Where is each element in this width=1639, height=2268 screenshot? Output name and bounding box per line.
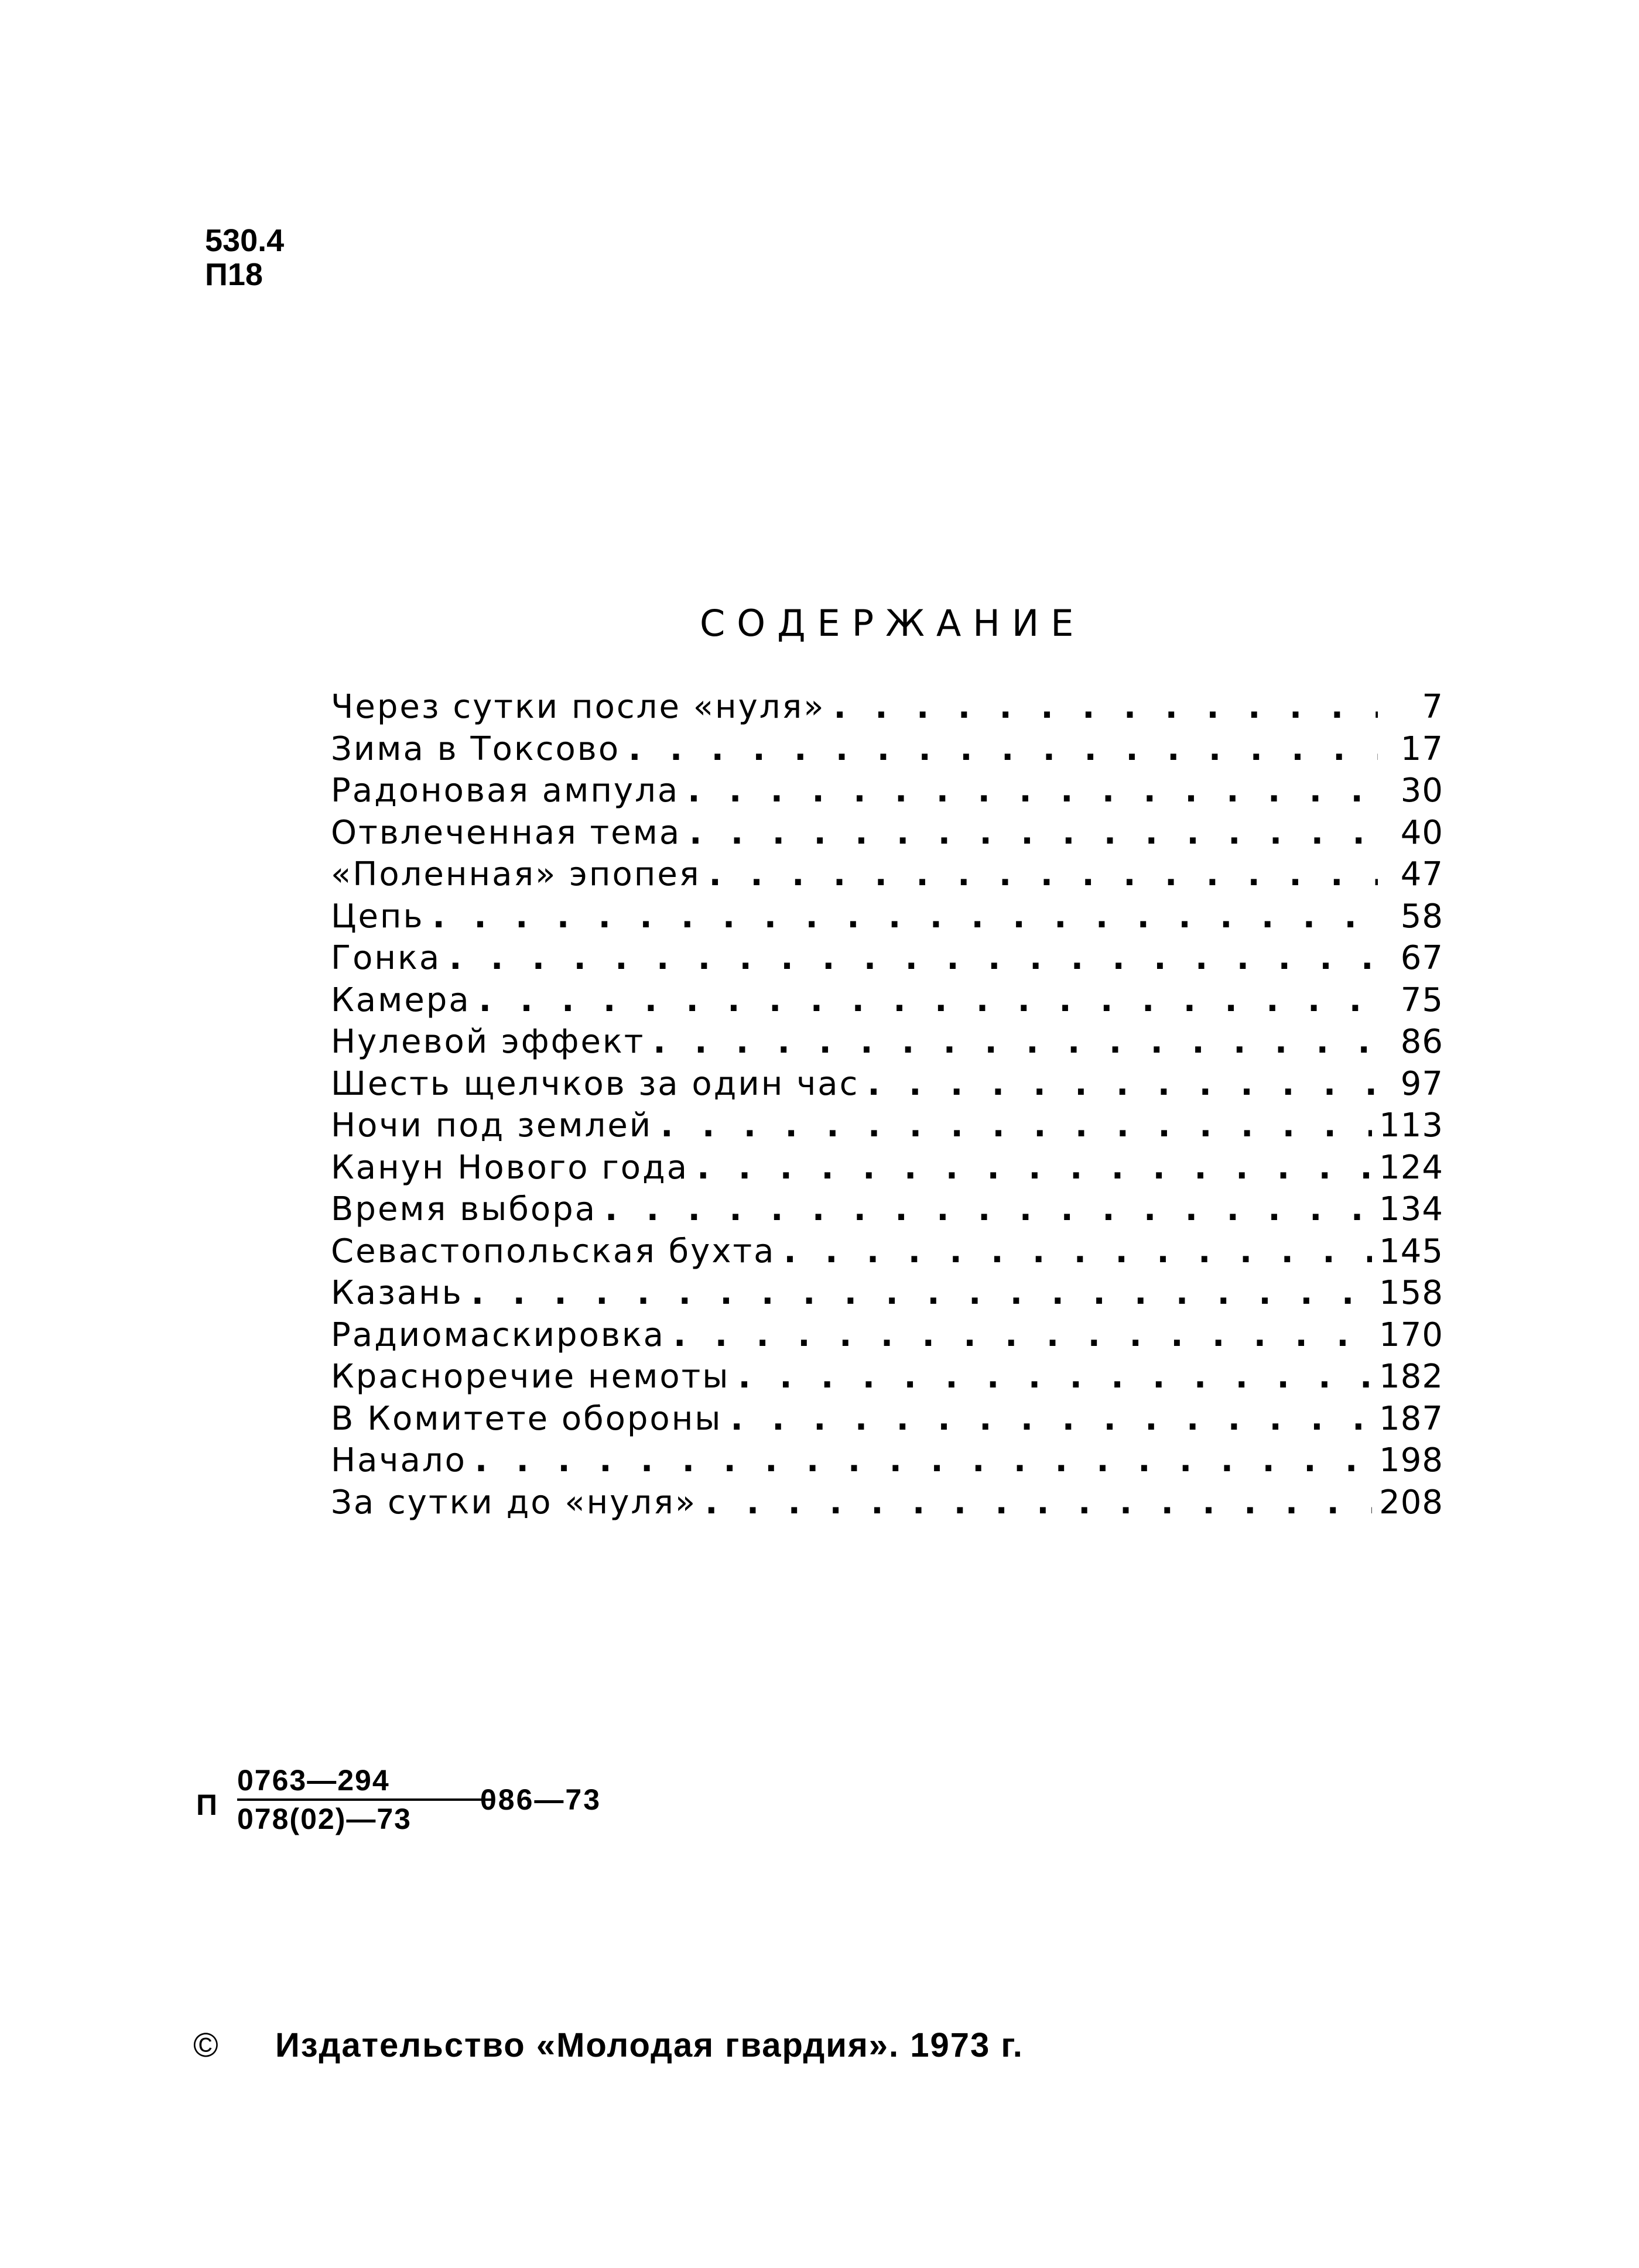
- toc-entry: [331, 937, 1443, 979]
- dot-leader: [673, 1314, 1372, 1356]
- toc-entry-page: 134: [1379, 1190, 1443, 1228]
- dot-leader: [833, 686, 1378, 728]
- toc-entry-page: 30: [1400, 772, 1443, 810]
- dot-leader: [738, 1356, 1372, 1398]
- toc-entry-title: Казань: [331, 1274, 463, 1312]
- publication-code-denominator: 078(02)—73: [237, 1803, 412, 1835]
- toc-entry-page: 58: [1400, 897, 1443, 936]
- toc-entry-title: Гонка: [331, 939, 442, 977]
- toc-entry-title: Камера: [331, 981, 471, 1019]
- toc-entry-page: 97: [1400, 1064, 1443, 1103]
- toc-entry-page: 7: [1422, 688, 1443, 726]
- toc-entry: [331, 896, 1443, 938]
- toc-entry-title: Начало: [331, 1441, 467, 1479]
- author-mark: П18: [205, 257, 263, 292]
- toc-entry: [331, 979, 1443, 1022]
- toc-entry-title: Отвлеченная тема: [331, 813, 682, 852]
- toc-entry: [331, 1063, 1443, 1105]
- toc-entry-page: 187: [1379, 1399, 1443, 1438]
- copyright-symbol: ©: [193, 2026, 218, 2064]
- toc-entry-page: 198: [1379, 1441, 1443, 1479]
- toc-entry-page: 86: [1400, 1023, 1443, 1061]
- toc-entry-page: 124: [1379, 1148, 1443, 1187]
- dot-leader: [653, 1021, 1378, 1063]
- dot-leader: [731, 1398, 1373, 1440]
- publication-code-suffix: 086—73: [480, 1783, 602, 1816]
- dot-leader: [605, 1188, 1372, 1231]
- dot-leader: [449, 937, 1378, 979]
- toc-entry: [331, 1482, 1443, 1524]
- toc-entry-title: Через сутки после «нуля»: [331, 688, 826, 726]
- toc-entry-title: Радиомаскировка: [331, 1315, 665, 1354]
- dot-leader: [475, 1440, 1372, 1482]
- toc-entry-page: 208: [1379, 1483, 1443, 1522]
- dot-leader: [661, 1105, 1372, 1147]
- dot-leader: [709, 854, 1378, 896]
- toc-entry: [331, 728, 1443, 770]
- toc-entry-page: 158: [1379, 1274, 1443, 1312]
- dot-leader: [628, 728, 1378, 770]
- toc-entry-title: Красноречие немоты: [331, 1358, 730, 1396]
- toc-entry-title: Канун Нового года: [331, 1148, 689, 1187]
- toc-entry-page: 75: [1400, 981, 1443, 1019]
- dot-leader: [433, 896, 1378, 938]
- toc-entry: [331, 1231, 1443, 1273]
- toc-entry-page: 170: [1379, 1315, 1443, 1354]
- dot-leader: [705, 1482, 1372, 1524]
- toc-entry-title: Радоновая ампула: [331, 772, 680, 810]
- toc-entry: [331, 1188, 1443, 1231]
- publication-code-numerator: 0763—294: [237, 1764, 390, 1797]
- toc-entry-title: За сутки до «нуля»: [331, 1483, 697, 1522]
- publication-code-letter: П: [196, 1789, 217, 1821]
- toc-entry: [331, 854, 1443, 896]
- dot-leader: [689, 812, 1378, 854]
- toc-entry-title: Севастопольская бухта: [331, 1232, 776, 1270]
- toc-entry: [331, 1440, 1443, 1482]
- library-classification: [205, 224, 284, 292]
- toc-entry-page: 40: [1400, 813, 1443, 852]
- toc-entry: [331, 1272, 1443, 1314]
- copyright-line: [193, 2026, 1024, 2065]
- toc-entry: [331, 770, 1443, 812]
- toc-entry-title: В Комитете обороны: [331, 1399, 723, 1438]
- toc-entry-title: Шесть щелчков за один час: [331, 1064, 860, 1103]
- toc-entry: [331, 1356, 1443, 1398]
- toc-title: СОДЕРЖАНИЕ: [700, 602, 1086, 645]
- toc-entry-page: 47: [1400, 855, 1443, 893]
- dot-leader: [471, 1272, 1372, 1314]
- toc-entry-title: Время выбора: [331, 1190, 597, 1228]
- toc-entry-page: 67: [1400, 939, 1443, 977]
- toc-entry-title: Зима в Токсово: [331, 729, 621, 768]
- toc-entry-title: Ночи под землей: [331, 1106, 653, 1145]
- dot-leader: [687, 770, 1378, 812]
- toc-entry-page: 182: [1379, 1358, 1443, 1396]
- toc-entry-title: Цепь: [331, 897, 425, 936]
- toc-entry: [331, 686, 1443, 728]
- dot-leader: [479, 979, 1378, 1022]
- dot-leader: [867, 1063, 1378, 1105]
- toc-entry: [331, 812, 1443, 854]
- copyright-text: Издательство «Молодая гвардия». 1973 г.: [275, 2026, 1024, 2064]
- toc-entry: [331, 1021, 1443, 1063]
- toc-entry: [331, 1314, 1443, 1356]
- toc-entry-page: 113: [1379, 1106, 1443, 1145]
- table-of-contents: [331, 686, 1443, 1523]
- toc-entry-title: Нулевой эффект: [331, 1023, 645, 1061]
- dot-leader: [697, 1147, 1372, 1189]
- publication-code-fraction: [237, 1762, 507, 1837]
- toc-entry: [331, 1147, 1443, 1189]
- toc-entry-title: «Поленная» эпопея: [331, 855, 701, 893]
- toc-entry: [331, 1105, 1443, 1147]
- udc-index: 530.4: [205, 223, 285, 258]
- toc-entry: [331, 1398, 1443, 1440]
- dot-leader: [783, 1231, 1372, 1273]
- toc-entry-page: 145: [1379, 1232, 1443, 1270]
- toc-entry-page: 17: [1400, 729, 1443, 768]
